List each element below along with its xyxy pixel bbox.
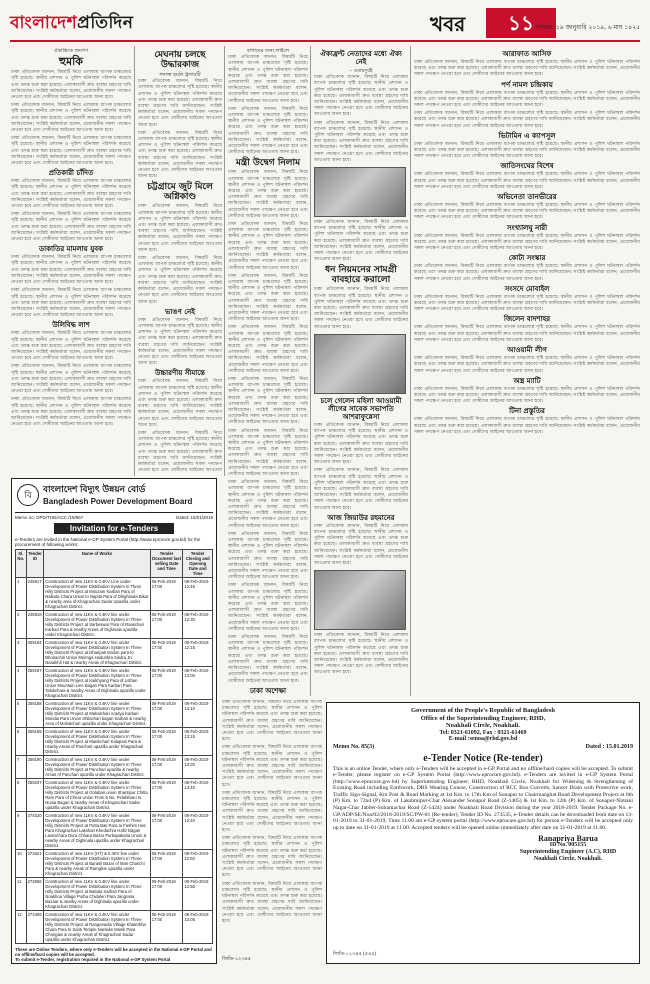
table-cell: 05-Feb-2019 17:00 bbox=[150, 779, 183, 812]
story-body: ঢাকা প্রতিবেদক জানান, বিষয়টি নিয়ে এলাকায় ব্যাপক চাঞ্চল্যের সৃষ্টি হয়েছে। স্থানীয় প্রশাসন ও পুলিশ ঘটনাস্থল পরিদর্শন করেছে এবং তদন্ত শুরু করা হয়েছে। এলাকাবাসী দ্রুত ব্যবস্থা গ্রহণের দাবি জানিয়েছেন। সংশ্লিষ্ট কর্মকর্তারা বলেন, প্রয়োজনীয় সকল পদক্ষেপ নেওয়া হবে এবং দোষীদের আইনের আওতায় আনা হবে। bbox=[11, 136, 131, 167]
table-cell: Construction of new 11KV & 0.4KV line under Development of Power Distribution System In Three Hilly Districts Project at Mahalchari Aradya Karbari Mondia Para Union Shilachari bagan Karbari & nearby Area of Mahalchari upazilla under Khagrachari District. bbox=[44, 700, 150, 728]
memo-date: Dated: 15/01/2019 bbox=[175, 515, 213, 520]
table-cell: 06-Feb-2019 12:45 bbox=[183, 578, 213, 611]
table-row bbox=[16, 611, 213, 639]
table-cell: 259190 bbox=[26, 756, 44, 779]
story-headline: ঐক্যফ্রন্ট নেতাদের মধ্যে ঐক্য নেই bbox=[320, 50, 402, 66]
table-cell: 06-Feb-2019 13:40 bbox=[183, 779, 213, 812]
table-header-cell: Sl. No. bbox=[16, 550, 27, 578]
story-headline: কোটা সংস্কার bbox=[508, 254, 546, 263]
table-cell: 259184 bbox=[26, 639, 44, 667]
table-cell: 06-Feb-2019 13:15 bbox=[183, 728, 213, 756]
table-row bbox=[16, 812, 213, 850]
table-cell: 06-Feb-2019 13:00 bbox=[183, 667, 213, 700]
table-row bbox=[16, 728, 213, 756]
story-headline: জাতিসংঘের বিশেষ bbox=[500, 162, 554, 171]
story-headline: টিনা প্রস্তুতির bbox=[509, 407, 545, 416]
rhd-tender-ad bbox=[326, 702, 640, 964]
story-headline: চলে গেলেন মহিলা আওয়ামী লীগের সাবেক সভাপতি আশরাফুন্নেসা bbox=[320, 396, 402, 421]
story-headline: আজ জিয়াউর রহমানের bbox=[327, 513, 395, 522]
ad-office: Office of the Superintending Engineer, RHD, bbox=[420, 714, 546, 722]
story-body: ঢাকা প্রতিবেদক জানান, বিষয়টি নিয়ে এলাকায় ব্যাপক চাঞ্চল্যের সৃষ্টি হয়েছে। স্থানীয় প্রশাসন ও পুলিশ ঘটনাস্থল পরিদর্শন করেছে এবং তদন্ত শুরু করা হয়েছে। এলাকাবাসী দ্রুত ব্যবস্থা গ্রহণের দাবি জানিয়েছেন। সংশ্লিষ্ট কর্মকর্তারা বলেন, প্রয়োজনীয় সকল পদক্ষেপ নেওয়া হবে এবং দোষীদের আইনের আওতায় আনা হবে। bbox=[314, 120, 408, 163]
table-cell: 9 bbox=[16, 812, 27, 850]
story-body: ঢাকা প্রতিবেদক জানান, বিষয়টি নিয়ে এলাকায় ব্যাপক চাঞ্চল্যের সৃষ্টি হয়েছে। স্থানীয় প্রশাসন ও পুলিশ ঘটনাস্থল পরিদর্শন করেছে এবং তদন্ত শুরু করা হয়েছে। এলাকাবাসী দ্রুত ব্যবস্থা গ্রহণের দাবি জানিয়েছেন। সংশ্লিষ্ট কর্মকর্তারা বলেন, প্রয়োজনীয় সকল পদক্ষেপ নেওয়া হবে এবং দোষীদের আইনের আওতায় আনা হবে। bbox=[314, 220, 408, 263]
story-body: ঢাকা প্রতিবেদক জানান, বিষয়টি নিয়ে এলাকায় ব্যাপক চাঞ্চল্যের সৃষ্টি হয়েছে। স্থানীয় প্রশাসন ও পুলিশ ঘটনাস্থল পরিদর্শন করেছে এবং তদন্ত শুরু করা হয়েছে। এলাকাবাসী দ্রুত ব্যবস্থা গ্রহণের দাবি জানিয়েছেন। সংশ্লিষ্ট কর্মকর্তারা বলেন, প্রয়োজনীয় সকল পদক্ষেপ নেওয়া হবে এবং দোষীদের আইনের আওতায় আনা হবে। bbox=[138, 204, 222, 253]
ad-notes bbox=[15, 947, 213, 964]
memo-number: Memo No. 85(3) bbox=[333, 743, 375, 750]
story-headline: ধন নিয়মনের সামগ্রী বাবহারে করালো bbox=[325, 265, 397, 286]
table-cell: 259187 bbox=[26, 667, 44, 700]
ad-circle: Noakhali Circle, Noakhali. bbox=[446, 722, 520, 729]
story-body: ঢাকা প্রতিবেদক জানান, বিষয়টি নিয়ে এলাকায় ব্যাপক চাঞ্চল্যের সৃষ্টি হয়েছে। স্থানীয় প্রশাসন ও পুলিশ ঘটনাস্থল পরিদর্শন করেছে এবং তদন্ত শুরু করা হয়েছে। এলাকাবাসী দ্রুত ব্যবস্থা গ্রহণের দাবি জানিয়েছেন। সংশ্লিষ্ট কর্মকর্তারা বলেন, প্রয়োজনীয় সকল পদক্ষেপ নেওয়া হবে এবং দোষীদের আইনের আওতায় আনা হবে। bbox=[11, 179, 131, 210]
news-photo bbox=[314, 570, 406, 630]
news-photo bbox=[314, 334, 406, 394]
table-cell: 05-Feb-2019 17:00 bbox=[150, 756, 183, 779]
story-body: ঢাকা প্রতিবেদক জানান, বিষয়টি নিয়ে এলাকায় ব্যাপক চাঞ্চল্যের সৃষ্টি হয়েছে। স্থানীয় প্রশাসন ও পুলিশ ঘটনাস্থল পরিদর্শন করেছে এবং তদন্ত শুরু করা হয়েছে। এলাকাবাসী দ্রুত ব্যবস্থা গ্রহণের দাবি জানিয়েছেন। সংশ্লিষ্ট কর্মকর্তারা বলেন, প্রয়োজনীয় সকল পদক্ষেপ নেওয়া হবে এবং দোষীদের আইনের আওতায় আনা হবে। bbox=[222, 745, 322, 788]
story-body: ঢাকা প্রতিবেদক জানান, বিষয়টি নিয়ে এলাকায় ব্যাপক চাঞ্চল্যের সৃষ্টি হয়েছে। স্থানীয় প্রশাসন ও পুলিশ ঘটনাস্থল পরিদর্শন করেছে এবং তদন্ত শুরু করা হয়েছে। এলাকাবাসী দ্রুত ব্যবস্থা গ্রহণের দাবি জানিয়েছেন। সংশ্লিষ্ট কর্মকর্তারা বলেন, প্রয়োজনীয় সকল পদক্ষেপ নেওয়া হবে এবং দোষীদের আইনের আওতায় আনা হবে। bbox=[138, 79, 222, 128]
table-cell: 06-Feb-2019 12:50 bbox=[183, 850, 213, 878]
story-body: ঢাকা প্রতিবেদক জানান, বিষয়টি নিয়ে এলাকায় ব্যাপক চাঞ্চল্যের সৃষ্টি হয়েছে। স্থানীয় প্রশাসন ও পুলিশ ঘটনাস্থল পরিদর্শন করেছে এবং তদন্ত শুরু করা হয়েছে। এলাকাবাসী দ্রুত ব্যবস্থা গ্রহণের দাবি জানিয়েছেন। সংশ্লিষ্ট কর্মকর্তারা বলেন, প্রয়োজনীয় সকল পদক্ষেপ নেওয়া হবে এবং দোষীদের আইনের আওতায় bbox=[138, 430, 222, 474]
table-cell: 273606 bbox=[26, 878, 44, 911]
story-headline: হুমকি bbox=[59, 55, 83, 69]
story-column-5 bbox=[414, 48, 640, 696]
table-cell: 11 bbox=[16, 878, 27, 911]
story-headline: অভিনেতা তানভীরের bbox=[497, 193, 557, 202]
story-body: ঢাকা প্রতিবেদক জানান, বিষয়টি নিয়ে এলাকায় ব্যাপক চাঞ্চল্যের সৃষ্টি হয়েছে। স্থানীয় প্রশাসন ও পুলিশ ঘটনাস্থল পরিদর্শন করেছে এবং তদন্ত শুরু করা হয়েছে। এলাকাবাসী দ্রুত ব্যবস্থা গ্রহণের দাবি জানিয়েছেন। সংশ্লিষ্ট কর্মকর্তারা বলেন, প্রয়োজনীয় সকল পদক্ষেপ নেওয়া হবে এবং দোষীদের আইনের আওতায় আনা হবে। bbox=[314, 523, 408, 566]
table-cell: 06-Feb-2019 12:30 bbox=[183, 611, 213, 639]
story-column-4 bbox=[314, 48, 408, 696]
bpdb-name-english: Bangladesh Power Development Board bbox=[43, 497, 193, 506]
table-cell: Construction of new 11KV & 0.4KV line under Development of Power Distribution System In Three Hilly Districts Project at Dhanpati Moilon para to Bhoirachiri Union Moringa Haduribra Sikdra Jn. Naraikhil Hat & nearby Areas of Khagrachari District. bbox=[44, 639, 150, 667]
brand-accent: প্রতিদিন bbox=[77, 13, 134, 33]
table-header-cell: Tender Closing and Opening Date and Time bbox=[183, 550, 213, 578]
table-row bbox=[16, 639, 213, 667]
table-cell: 05-Feb-2019 17:00 bbox=[150, 667, 183, 700]
story-body: ঢাকা প্রতিবেদক জানান, বিষয়টি নিয়ে এলাকায় ব্যাপক চাঞ্চল্যের সৃষ্টি হয়েছে। স্থানীয় প্রশাসন ও পুলিশ ঘটনাস্থল পরিদর্শন করেছে এবং তদন্ত শুরু করা হয়েছে। এলাকাবাসী দ্রুত ব্যবস্থা গ্রহণের দাবি জানিয়েছেন। সংশ্লিষ্ট কর্মকর্তারা বলেন, প্রয়োজনীয় সকল পদক্ষেপ নেওয়া হবে এবং দোষীদের আইনের আওতায় আনা হবে। bbox=[228, 376, 308, 426]
signer-title: Superintending Engineer (A.C), RHD bbox=[519, 849, 617, 856]
story-body: ঢাকা প্রতিবেদক জানান, বিষয়টি নিয়ে এলাকায় ব্যাপক চাঞ্চল্যের সৃষ্টি হয়েছে। স্থানীয় প্রশাসন ও পুলিশ ঘটনাস্থল পরিদর্শন করেছে এবং তদন্ত শুরু করা হয়েছে। এলাকাবাসী দ্রুত ব্যবস্থা গ্রহণের দাবি জানিয়েছেন। সংশ্লিষ্ট কর্মকর্তারা বলেন, প্রয়োজনীয় সকল পদক্ষেপ নেওয়া হবে এবং দোষীদের আইনের আওতায় আনা হবে। bbox=[228, 583, 308, 632]
table-cell: Construction of new 11KV & 0.4KV line under Development of Power Distribution System In Three Hilly Districts Project at Manikchari Kalapani Para & nearby Areas of Panchari upazilla under Khagrachari District. bbox=[44, 728, 150, 756]
table-cell: 06-Feb-2019 12:40 bbox=[183, 812, 213, 850]
table-cell: 05-Feb-2019 17:00 bbox=[150, 850, 183, 878]
story-headline: মেঘনায় চলছে উদ্ধারকাজ bbox=[154, 50, 206, 70]
table-cell: 259207 bbox=[26, 779, 44, 812]
ad-body: This is an online Tender, where only e-Tenders will be accepted in e-GP Portal and no offline/hard copies will be accepted. To submit e-Tender, please register on e-GP System Portal (http://www.eprocure.gov.bd). e-Tenders are invited in e-GP System Portal (http://www.eprocure.gov.bd) by Superintending Engineer, RHD, Noakhali Circle, Noakhali for Widening & Strengthening of Existing Road including Earthwork, DBS Wearing Course, Construction of RCC Box Culverts, Sancer Drain with Protective work, Traffic Sign-Signal, Km Post & Road Marking at 1st Km. to 17th Km of Sonapur to Chairmanghat Road Development Project at 6th (P) Km. to 72nd (P) Km. of Lakshmipur-Char Alexander Sonapur Road (Z-1405) & 1st Km. to 12th (P) Km. of Sonapur-Nimani Nagar-Char Jabber-Subarnachar Road (Z-1424) under Noakhali Road Division during the year 2018-2019. Tender Package No. e-GP/ADP/SE/Noa/02/2018-2019/SC/PW-01 (Re-tender), Tender ID No. 273535, e-Tender details can be downloaded from date on 13-01-2019 to 31-01-2019, Time 11.00 am e-GP system portal (http://www.eprocure.gov.bd) for person e-Tenders will be accepted only up to date on 31-01-2019 at 11.00. Accepted tenders will be opened online immediately after date on 31-01-2019 at 11.00. bbox=[333, 765, 633, 831]
story-body: ঢাকা প্রতিবেদক জানান, বিষয়টি নিয়ে এলাকায় ব্যাপক চাঞ্চল্যের সৃষ্টি হয়েছে। স্থানীয় প্রশাসন ও পুলিশ ঘটনাস্থল পরিদর্শন করেছে এবং তদন্ত শুরু করা হয়েছে। এলাকাবাসী দ্রুত ব্যবস্থা গ্রহণের দাবি জানিয়েছেন। সংশ্লিষ্ট কর্মকর্তারা বলেন, প্রয়োজনীয় সকল পদক্ষেপ নেওয়া হবে এবং দোষীদের আইনের আওতায় আনা হবে। bbox=[414, 90, 640, 109]
table-cell: 06-Feb-2019 12:15 bbox=[183, 639, 213, 667]
story-headline: পর্ণ নামল চন্দ্রিকায় bbox=[501, 80, 553, 89]
masthead bbox=[10, 8, 640, 42]
table-cell: Construction of new 11KV & 0.4KV line under Development of Power Distribution System In Three Hilly Districts Project at Battala Karbari Para of Noakhoa Village Purba Chiduleri Para Jangrana Bazaar & nearby Areas of Dighinala upazilla under Khagrachari District. bbox=[44, 878, 150, 911]
tender-table bbox=[15, 549, 213, 944]
table-cell: 10 bbox=[16, 850, 27, 878]
table-cell: 05-Feb-2019 17:00 bbox=[150, 639, 183, 667]
story-headline: সংসদে মোবাইল bbox=[504, 284, 550, 293]
story-body: ঢাকা প্রতিবেদক জানান, বিষয়টি নিয়ে এলাকায় ব্যাপক চাঞ্চল্যের সৃষ্টি হয়েছে। স্থানীয় প্রশাসন ও পুলিশ ঘটনাস্থল পরিদর্শন করেছে এবং তদন্ত শুরু করা হয়েছে। এলাকাবাসী দ্রুত ব্যবস্থা গ্রহণের দাবি জানিয়েছেন। সংশ্লিষ্ট কর্মকর্তারা বলেন, প্রয়োজনীয় সকল পদক্ষেপ নেওয়া হবে এবং দোষীদের আইনের আওতায় আনা হবে। bbox=[11, 212, 131, 243]
story-body: ঢাকা প্রতিবেদক জানান, বিষয়টি নিয়ে এলাকায় ব্যাপক চাঞ্চল্যের সৃষ্টি হয়েছে। স্থানীয় প্রশাসন ও পুলিশ ঘটনাস্থল পরিদর্শন করেছে এবং তদন্ত শুরু করা হয়েছে। এলাকাবাসী দ্রুত ব্যবস্থা গ্রহণের দাবি জানিয়েছেন। সংশ্লিষ্ট কর্মকর্তারা বলেন, প্রয়োজনীয় সকল পদক্ষেপ নেওয়া হবে এবং দোষীদের আইনের আওতায় আনা হবে। bbox=[414, 233, 640, 252]
table-row bbox=[16, 578, 213, 611]
column-rule bbox=[410, 46, 411, 696]
memo-number: Memo no: DPD/THD/ACC /18/967 bbox=[15, 515, 84, 520]
story-kicker: বাগানের জন্য লাইলে bbox=[246, 48, 290, 54]
table-cell: 2 bbox=[16, 611, 27, 639]
story-headline: চট্টগ্রামে জুট মিলে অগ্নিকাণ্ড bbox=[147, 182, 213, 203]
memo-line bbox=[333, 744, 633, 750]
table-cell: 05-Feb-2019 17:00 bbox=[150, 700, 183, 728]
dateline: শনিবার, ১৯ জানুয়ারি ২০১৯, ৬ মাঘ ১৪২৫ bbox=[534, 24, 640, 31]
story-headline: জিলেন বাদশাহর bbox=[503, 315, 551, 324]
story-body: ঢাকা প্রতিবেদক জানান, বিষয়টি নিয়ে এলাকায় ব্যাপক চাঞ্চল্যের সৃষ্টি হয়েছে। স্থানীয় প্রশাসন ও পুলিশ ঘটনাস্থল পরিদর্শন করেছে এবং তদন্ত শুরু করা হয়েছে। এলাকাবাসী দ্রুত ব্যবস্থা গ্রহণের দাবি জানিয়েছেন। সংশ্লিষ্ট কর্মকর্তারা বলেন, প্রয়োজনীয় সকল পদক্ষেপ নেওয়া হবে এবং দোষীদের আইনের আওতায় আনা হবে। bbox=[414, 325, 640, 343]
table-cell: 274020 bbox=[26, 812, 44, 850]
story-body: ঢাকা প্রতিবেদক জানান, বিষয়টি নিয়ে এলাকায় ব্যাপক চাঞ্চল্যের সৃষ্টি হয়েছে। স্থানীয় প্রশাসন ও পুলিশ ঘটনাস্থল পরিদর্শন করেছে এবং তদন্ত শুরু করা হয়েছে। এলাকাবাসী দ্রুত ব্যবস্থা গ্রহণের দাবি জানিয়েছেন। সংশ্লিষ্ট কর্মকর্তারা বলেন, প্রয়োজনীয় সকল পদক্ষেপ নেওয়া হবে এবং দোষীদের আইনের আওতায় আনা হবে। bbox=[228, 480, 308, 529]
table-cell: 6 bbox=[16, 728, 27, 756]
story-headline: আরাফাত আসিফ bbox=[502, 50, 552, 58]
gd-number: জিডি-১২৩৪৫ (৫৪৫) bbox=[333, 952, 377, 957]
story-headline: ডাকাতির মামলায় যুবক bbox=[38, 245, 104, 254]
story-body: ঢাকা প্রতিবেদক জানান, বিষয়টি নিয়ে এলাকায় ব্যাপক চাঞ্চল্যের সৃষ্টি হয়েছে। স্থানীয় প্রশাসন ও পুলিশ ঘটনাস্থল পরিদর্শন করেছে এবং তদন্ত শুরু করা হয়েছে। এলাকাবাসী দ্রুত ব্যবস্থা গ্রহণের দাবি জানিয়েছেন। সংশ্লিষ্ট কর্মকর্তারা বলেন, প্রয়োজনীয় সকল পদক্ষেপ নেওয়া হবে এবং দোষীদের আইনের আওতায় আনা হবে। bbox=[11, 70, 131, 101]
table-cell: 05-Feb-2019 17:00 bbox=[150, 911, 183, 944]
table-cell: Construction of new 11KV & 0.4KV line under Development of Power Distribution System In Three Hilly Districts Project at Ranganadia Village Khaterkha Chara Para to Santi Temple Nanlaks Manik Para Chongaw & nearby Areas of Khagrachari Sadar upazilla under Khagrachari District. bbox=[44, 911, 150, 944]
story-body: ঢাকা প্রতিবেদক জানান, বিষয়টি নিয়ে এলাকায় ব্যাপক চাঞ্চল্যের সৃষ্টি হয়েছে। স্থানীয় প্রশাসন ও পুলিশ ঘটনাস্থল পরিদর্শন করেছে এবং তদন্ত শুরু করা হয়েছে। এলাকাবাসী দ্রুত ব্যবস্থা গ্রহণের দাবি জানিয়েছেন। সংশ্লিষ্ট কর্মকর্তারা বলেন, প্রয়োজনীয় সকল পদক্ষেপ নেওয়া হবে এবং দোষীদের আইনের আওতায় আনা হবে। bbox=[314, 422, 408, 466]
story-body: ঢাকা প্রতিবেদক জানান, বিষয়টি নিয়ে এলাকায় ব্যাপক চাঞ্চল্যের সৃষ্টি হয়েছে। স্থানীয় প্রশাসন ও পুলিশ ঘটনাস্থল পরিদর্শন করেছে এবং তদন্ত শুরু করা হয়েছে। এলাকাবাসী দ্রুত ব্যবস্থা গ্রহণের দাবি জানিয়েছেন। সংশ্লিষ্ট কর্মকর্তারা বলেন, প্রয়োজনীয় সকল পদক্ষেপ নেওয়া হবে এবং দোষীদের আইনের আওতায় আনা হবে। bbox=[414, 172, 640, 190]
story-body: ঢাকা প্রতিবেদক জানান, বিষয়টি নিয়ে এলাকায় ব্যাপক চাঞ্চল্যের সৃষ্টি হয়েছে। স্থানীয় প্রশাসন ও পুলিশ ঘটনাস্থল পরিদর্শন করেছে এবং তদন্ত শুরু করা হয়েছে। এলাকাবাসী দ্রুত ব্যবস্থা গ্রহণের দাবি জানিয়েছেন। সংশ্লিষ্ট কর্মকর্তারা বলেন, প্রয়োজনীয় সকল পদক্ষেপ নেওয়া হবে এবং দোষীদের আইনের আওতায় আনা হবে। bbox=[228, 325, 308, 374]
bpdb-logo: বি bbox=[17, 484, 39, 506]
story-body: ঢাকা প্রতিবেদক জানান, বিষয়টি নিয়ে এলাকায় ব্যাপক চাঞ্চল্যের সৃষ্টি হয়েছে। স্থানীয় প্রশাসন ও পুলিশ ঘটনাস্থল পরিদর্শন করেছে এবং তদন্ত শুরু করা হয়েছে। এলাকাবাসী দ্রুত ব্যবস্থা গ্রহণের দাবি জানিয়েছেন। সংশ্লিষ্ট কর্মকর্তারা বলেন, প্রয়োজনীয় সকল পদক্ষেপ নেওয়া হবে এবং দোষীদের আইনের আওতায় আনা হবে। bbox=[228, 273, 308, 323]
bpdb-name-bangla: বাংলাদেশ বিদ্যুৎ উন্নয়ন বোর্ড bbox=[43, 484, 146, 494]
story-subhead: শনাক্ত হয়নি ট্রলারটি bbox=[159, 72, 201, 78]
ad-note: These are Online Tenders, where only e-Tenders will be accepted in the National e-GP Portal and no offline/hard copies will be accepted. bbox=[15, 947, 212, 958]
table-cell: 05-Feb-2019 17:00 bbox=[150, 878, 183, 911]
memo-line bbox=[15, 512, 213, 520]
story-body: ঢাকা প্রতিবেদক জানান, বিষয়টি নিয়ে এলাকায় ব্যাপক চাঞ্চল্যের সৃষ্টি হয়েছে। স্থানীয় প্রশাসন ও পুলিশ ঘটনাস্থল পরিদর্শন করেছে এবং তদন্ত শুরু করা হয়েছে। এলাকাবাসী দ্রুত ব্যবস্থা গ্রহণের দাবি জানিয়েছেন। সংশ্লিষ্ট কর্মকর্তারা বলেন, প্রয়োজনীয় সকল পদক্ষেপ নেওয়া হবে এবং দোষীদের আইনের আওতায় আনা হবে। bbox=[314, 287, 408, 330]
table-cell: 273621 bbox=[26, 850, 44, 878]
table-cell: 5 bbox=[16, 700, 27, 728]
table-header-cell: Name of Works bbox=[44, 550, 150, 578]
signer-id: ID No. 005155 bbox=[549, 842, 587, 849]
story-kicker: ঐকান্তিকে জনগণ bbox=[53, 48, 89, 54]
story-body: ঢাকা প্রতিবেদক জানান, বিষয়টি নিয়ে এলাকায় ব্যাপক চাঞ্চল্যের সৃষ্টি হয়েছে। স্থানীয় প্রশাসন ও পুলিশ ঘটনাস্থল পরিদর্শন করেছে এবং তদন্ত শুরু করা হয়েছে। এলাকাবাসী দ্রুত ব্যবস্থা গ্রহণের দাবি জানিয়েছেন। সংশ্লিষ্ট কর্মকর্তারা বলেন, প্রয়োজনীয় সকল পদক্ষেপ নেওয়া হবে এবং দোষীদের আইনের আওতায় আনা হবে। bbox=[222, 790, 322, 834]
story-headline: অস্ত্র ম্যাটি bbox=[513, 376, 541, 385]
table-row bbox=[16, 779, 213, 812]
story-column-2 bbox=[138, 48, 222, 474]
column-rule bbox=[224, 46, 225, 476]
story-body: ঢাকা প্রতিবেদক জানান, বিষয়টি নিয়ে এলাকায় ব্যাপক চাঞ্চল্যের সৃষ্টি হয়েছে। স্থানীয় প্রশাসন ও পুলিশ ঘটনাস্থল পরিদর্শন করেছে এবং তদন্ত শুরু করা হয়েছে। এলাকাবাসী দ্রুত ব্যবস্থা গ্রহণের দাবি জানিয়েছেন। সংশ্লিষ্ট কর্মকর্তারা বলেন, প্রয়োজনীয় সকল পদক্ষেপ নেওয়া হবে এবং দোষীদের আইনের আওতায় আনা হবে। bbox=[314, 633, 408, 676]
story-headline: উলিবিদ্ধ লাশ bbox=[52, 321, 90, 330]
memo-date: Dated : 15.01.2019 bbox=[585, 743, 633, 750]
table-cell: 12 bbox=[16, 911, 27, 944]
table-cell: 259188 bbox=[26, 700, 44, 728]
table-cell: Construction of new 11KV & 0.4KV Line under Development of Power Distribution System in Three Hilly Districts Project at Mouzam Karbari Para of Nalkata Chara Union to Napita Para of Dhighinala Bikar & nearby area of Khagrachari Sadar Upazilla under Khagrachari District. bbox=[45, 579, 149, 609]
story-body: ঢাকা প্রতিবেদক জানান, বিষয়টি নিয়ে এলাকায় ব্যাপক চাঞ্চল্যের সৃষ্টি হয়েছে। স্থানীয় প্রশাসন ও পুলিশ ঘটনাস্থল পরিদর্শন করেছে এবং তদন্ত শুরু করা হয়েছে। এলাকাবাসী দ্রুত ব্যবস্থা গ্রহণের দাবি জানিয়েছেন। সংশ্লিষ্ট কর্মকর্তারা বলেন, প্রয়োজনীয় সকল পদক্ষেপ নেওয়া হবে এবং দোষীদের আইনের আওতায় আনা হবে। bbox=[11, 288, 131, 319]
page-number: ১১ bbox=[486, 8, 556, 38]
table-row bbox=[16, 700, 213, 728]
table-cell: 3 bbox=[16, 639, 27, 667]
story-body: ঢাকা প্রতিবেদক জানান, বিষয়টি নিয়ে এলাকায় ব্যাপক চাঞ্চল্যের সৃষ্টি হয়েছে। স্থানীয় প্রশাসন ও পুলিশ ঘটনাস্থল পরিদর্শন করেছে এবং তদন্ত শুরু করা হয়েছে। এলাকাবাসী দ্রুত ব্যবস্থা গ্রহণের দাবি জানিয়েছেন। সংশ্লিষ্ট কর্মকর্তারা বলেন, প্রয়োজনীয় সকল পদক্ষেপ নেওয়া হবে এবং দোষীদের আইনের আওতায় আনা হবে। bbox=[228, 531, 308, 581]
story-body: ঢাকা প্রতিবেদক জানান, বিষয়টি নিয়ে এলাকায় ব্যাপক চাঞ্চল্যের সৃষ্টি হয়েছে। স্থানীয় প্রশাসন ও পুলিশ ঘটনাস্থল পরিদর্শন করেছে এবং তদন্ত শুরু করা হয়েছে। এলাকাবাসী দ্রুত ব্যবস্থা গ্রহণের দাবি জানিয়েছেন। সংশ্লিষ্ট কর্মকর্তারা বলেন, প্রয়োজনীয় সকল পদক্ষেপ নেওয়া হবে এবং দোষীদের আইনের আওতায় আনা হবে। bbox=[11, 331, 131, 362]
table-cell: 273408 bbox=[26, 911, 44, 944]
story-body: ঢাকা প্রতিবেদক জানান, বিষয়টি নিয়ে এলাকায় ব্যাপক চাঞ্চল্যের সৃষ্টি হয়েছে। স্থানীয় প্রশাসন ও পুলিশ ঘটনাস্থল পরিদর্শন করেছে এবং তদন্ত শুরু করা হয়েছে। এলাকাবাসী দ্রুত ব্যবস্থা গ্রহণের দাবি জানিয়েছেন। সংশ্লিষ্ট কর্মকর্তারা বলেন, প্রয়োজনীয় সকল পদক্ষেপ নেওয়া হবে এবং দোষীদের আইনের আওতায় আনা হবে। bbox=[138, 317, 222, 367]
story-body: ঢাকা প্রতিবেদক জানান, বিষয়টি নিয়ে এলাকায় ব্যাপক চাঞ্চল্যের সৃষ্টি হয়েছে। স্থানীয় প্রশাসন ও পুলিশ ঘটনাস্থল পরিদর্শন করেছে এবং তদন্ত শুরু করা হয়েছে। এলাকাবাসী দ্রুত ব্যবস্থা গ্রহণের দাবি জানিয়েছেন। সংশ্লিষ্ট কর্মকর্তারা বলেন, প্রয়োজনীয় সকল পদক্ষেপ নেওয়া হবে এবং দোষীদের আইনের আওতায় আনা হবে। bbox=[138, 130, 222, 180]
story-headline: মন্ত্রী উদ্বেগ নিলাম bbox=[235, 158, 301, 169]
table-cell: 06-Feb-2019 12:55 bbox=[183, 878, 213, 911]
story-body: ঢাকা প্রতিবেদক জানান, বিষয়টি নিয়ে এলাকায় ব্যাপক চাঞ্চল্যের সৃষ্টি হয়েছে। স্থানীয় প্রশাসন ও পুলিশ ঘটনাস্থল পরিদর্শন করেছে এবং তদন্ত শুরু করা হয়েছে। এলাকাবাসী দ্রুত ব্যবস্থা গ্রহণের দাবি জানিয়েছেন। সংশ্লিষ্ট কর্মকর্তারা বলেন, প্রয়োজনীয় সকল পদক্ষেপ নেওয়া হবে এবং দোষীদের আইনের আওতায় আনা হবে। bbox=[222, 700, 322, 743]
table-cell: Construction of new 11KV & 0.4KV line under Development of Power Distribution System In Three Hilly Districts Project at Kaikhyang Para of Lothan Union Mountain Line Bagan Para Karbari Para Talukchara & nearby Areas of Dighinala upazilla under Khagrachari District. bbox=[44, 667, 150, 700]
ad-title: Invitation for e-Tenders bbox=[54, 523, 174, 534]
story-column-lower bbox=[222, 700, 322, 954]
story-headline: ঢাকা অশেক্ষা bbox=[249, 686, 287, 694]
story-headline: প্রতিকারী চাঁদিত bbox=[48, 169, 94, 178]
table-cell: 245818 bbox=[26, 611, 44, 639]
table-row bbox=[16, 667, 213, 700]
story-headline: সংখ্যালঘু নারী bbox=[506, 223, 548, 232]
table-cell: 05-Feb-2019 17:00 bbox=[150, 578, 183, 611]
story-body: ঢাকা প্রতিবেদক জানান, বিষয়টি নিয়ে এলাকায় ব্যাপক চাঞ্চল্যের সৃষ্টি হয়েছে। স্থানীয় প্রশাসন ও পুলিশ ঘটনাস্থল পরিদর্শন করেছে এবং তদন্ত শুরু করা হয়েছে। এলাকাবাসী দ্রুত ব্যবস্থা গ্রহণের দাবি জানিয়েছেন। সংশ্লিষ্ট কর্মকর্তারা বলেন, প্রয়োজনীয় সকল পদক্ষেপ নেওয়া হবে এবং দোষীদের আইনের আওতায় আনা হবে। bbox=[228, 55, 308, 104]
table-cell: Construction of new 11KV & 0.4KV line under Development of Power Distribution System In Three Hilly Districts Project at Panchari upazilla & nearby Areas of Panchari upazilla under Khagrachari District. bbox=[44, 756, 150, 779]
table-cell: Construction of new 11KV & 0.4KV line under Development of Power Distribution System In Three Hilly Districts Project at Putta Bati Para to Fashim Hati Para Khagrachari Lakshari Khedachra Hafiz Bagan Laxmichara Dura Chhara Bazar Purbapakaria Union & nearby Areas of Dighinala upazilla under Khagrachari District. bbox=[44, 812, 150, 850]
story-body: ঢাকা প্রতিবেদক জানান, বিষয়টি নিয়ে এলাকায় ব্যাপক চাঞ্চল্যের সৃষ্টি হয়েছে। স্থানীয় প্রশাসন ও পুলিশ ঘটনাস্থল পরিদর্শন করেছে এবং তদন্ত শুরু করা হয়েছে। এলাকাবাসী দ্রুত ব্যবস্থা গ্রহণের দাবি জানিয়েছেন। সংশ্লিষ্ট কর্মকর্তারা বলেন, প্রয়োজনীয় সকল পদক্ষেপ নেওয়া হবে এবং দোষীদের আইনের আওতায় আনা হবে। bbox=[414, 141, 640, 160]
table-cell: 7 bbox=[16, 756, 27, 779]
ad-intro: e-Tenders are invited in the National e-GP System Portal (http://www.eprocure.gov.bd) for the procurement of following works: bbox=[15, 537, 201, 547]
story-body: ঢাকা প্রতিবেদক জানান, বিষয়টি নিয়ে এলাকায় ব্যাপক চাঞ্চল্যের সৃষ্টি হয়েছে। স্থানীয় প্রশাসন ও পুলিশ ঘটনাস্থল পরিদর্শন করেছে এবং তদন্ত শুরু করা হয়েছে। এলাকাবাসী দ্রুত ব্যবস্থা গ্রহণের দাবি জানিয়েছেন। সংশ্লিষ্ট কর্মকর্তারা বলেন, প্রয়োজনীয় সকল পদক্ষেপ নেওয়া হবে এবং দোষীদের আইনের আওতায় আনা হবে। bbox=[222, 836, 322, 879]
story-body: ঢাকা প্রতিবেদক জানান, বিষয়টি নিয়ে এলাকায় ব্যাপক চাঞ্চল্যের সৃষ্টি হয়েছে। স্থানীয় প্রশাসন ও পুলিশ ঘটনাস্থল পরিদর্শন করেছে এবং তদন্ত শুরু করা হয়েছে। এলাকাবাসী দ্রুত ব্যবস্থা গ্রহণের দাবি জানিয়েছেন। সংশ্লিষ্ট কর্মকর্তারা বলেন, প্রয়োজনীয় সকল পদক্ষেপ নেওয়া হবে এবং দোষীদের আইনের আওতায় আনা হবে। bbox=[222, 881, 322, 924]
story-headline: ভাঙণ নেই bbox=[165, 307, 195, 316]
table-cell: 05-Feb-2019 17:00 bbox=[150, 812, 183, 850]
story-body: ঢাকা প্রতিবেদক জানান, বিষয়টি নিয়ে এলাকায় ব্যাপক চাঞ্চল্যের সৃষ্টি হয়েছে। স্থানীয় প্রশাসন ও পুলিশ ঘটনাস্থল পরিদর্শন করেছে এবং তদন্ত শুরু করা হয়েছে। এলাকাবাসী দ্রুত ব্যবস্থা গ্রহণের দাবি জানিয়েছেন। সংশ্লিষ্ট কর্মকর্তারা বলেন, প্রয়োজনীয় সকল পদক্ষেপ নেওয়া হবে এবং দোষীদের আইনের আওতায় আনা হবে। bbox=[228, 635, 308, 684]
story-body: ঢাকা প্রতিবেদক জানান, বিষয়টি নিয়ে এলাকায় ব্যাপক চাঞ্চল্যের সৃষ্টি হয়েছে। স্থানীয় প্রশাসন ও পুলিশ ঘটনাস্থল পরিদর্শন করেছে এবং তদন্ত শুরু করা হয়েছে। এলাকাবাসী দ্রুত ব্যবস্থা গ্রহণের দাবি জানিয়েছেন। সংশ্লিষ্ট কর্মকর্তারা বলেন, প্রয়োজনীয় সকল পদক্ষেপ নেওয়া হবে এবং দোষীদের আইনের আওতায় আনা হবে। bbox=[11, 397, 131, 428]
story-body: ঢাকা প্রতিবেদক জানান, বিষয়টি নিয়ে এলাকায় ব্যাপক চাঞ্চল্যের সৃষ্টি হয়েছে। স্থানীয় প্রশাসন ও পুলিশ ঘটনাস্থল পরিদর্শন করেছে এবং তদন্ত শুরু করা হয়েছে। এলাকাবাসী দ্রুত ব্যবস্থা গ্রহণের দাবি জানিয়েছেন। সংশ্লিষ্ট কর্মকর্তারা বলেন, প্রয়োজনীয় সকল পদক্ষেপ নেওয়া হবে এবং দোষীদের আইনের আওতায় আনা হবে। bbox=[138, 379, 222, 428]
table-cell: 05-Feb-2019 17:00 bbox=[150, 611, 183, 639]
story-body: ঢাকা প্রতিবেদক জানান, বিষয়টি নিয়ে এলাকায় ব্যাপক চাঞ্চল্যের সৃষ্টি হয়েছে। স্থানীয় প্রশাসন ও পুলিশ ঘটনাস্থল পরিদর্শন করেছে এবং তদন্ত শুরু করা হয়েছে। এলাকাবাসী দ্রুত ব্যবস্থা গ্রহণের দাবি জানিয়েছেন। সংশ্লিষ্ট কর্মকর্তারা বলেন, প্রয়োজনীয় সকল পদক্ষেপ নেওয়া হবে এবং দোষীদের আইনের আওতায় আনা হবে। bbox=[314, 75, 408, 118]
story-body: ঢাকা প্রতিবেদক জানান, বিষয়টি নিয়ে এলাকায় ব্যাপক চাঞ্চল্যের সৃষ্টি হয়েছে। স্থানীয় প্রশাসন ও পুলিশ ঘটনাস্থল পরিদর্শন করেছে এবং তদন্ত শুরু করা হয়েছে। এলাকাবাসী দ্রুত ব্যবস্থা গ্রহণের দাবি জানিয়েছেন। সংশ্লিষ্ট কর্মকর্তারা বলেন, প্রয়োজনীয় সকল পদক্ষেপ নেওয়া হবে এবং দোষীদের আইনের আওতায় আনা হবে। bbox=[11, 364, 131, 395]
table-header-cell: Tender ID bbox=[26, 550, 44, 578]
ad-email: E-mail :senoa@rhd.gov.bd bbox=[448, 735, 518, 742]
table-row bbox=[16, 850, 213, 878]
story-body: ঢাকা প্রতিবেদক জানান, বিষয়টি নিয়ে এলাকায় ব্যাপক চাঞ্চল্যের সৃষ্টি হয়েছে। স্থানীয় প্রশাসন ও পুলিশ ঘটনাস্থল পরিদর্শন করেছে এবং তদন্ত শুরু করা হয়েছে। এলাকাবাসী দ্রুত ব্যবস্থা গ্রহণের দাবি জানিয়েছেন। সংশ্লিষ্ট কর্মকর্তারা বলেন, প্রয়োজনীয় সকল পদক্ষেপ নেওয়া হবে এবং দোষীদের আইনের আওতায় আনা হবে। bbox=[138, 256, 222, 305]
story-body: ঢাকা প্রতিবেদক জানান, বিষয়টি নিয়ে এলাকায় ব্যাপক চাঞ্চল্যের সৃষ্টি হয়েছে। স্থানীয় প্রশাসন ও পুলিশ ঘটনাস্থল পরিদর্শন করেছে এবং তদন্ত শুরু করা হয়েছে। এলাকাবাসী দ্রুত ব্যবস্থা গ্রহণের দাবি জানিয়েছেন। সংশ্লিষ্ট কর্মকর্তারা বলেন, প্রয়োজনীয় সকল পদক্ষেপ নেওয়া হবে এবং দোষীদের আইনের আওতায় আনা হবে। bbox=[414, 386, 640, 405]
section-title: খবর bbox=[430, 12, 466, 36]
ad-title: e-Tender Notice (Re-tender) bbox=[423, 752, 543, 764]
story-body: ঢাকা প্রতিবেদক জানান, বিষয়টি নিয়ে এলাকায় ব্যাপক চাঞ্চল্যের সৃষ্টি হয়েছে। স্থানীয় প্রশাসন ও পুলিশ ঘটনাস্থল পরিদর্শন করেছে এবং তদন্ত শুরু করা হয়েছে। এলাকাবাসী দ্রুত ব্যবস্থা গ্রহণের দাবি জানিয়েছেন। সংশ্লিষ্ট কর্মকর্তারা বলেন, প্রয়োজনীয় সকল পদক্ষেপ নেওয়া হবে এবং দোষীদের আইনের আওতায় আনা হবে। bbox=[228, 170, 308, 219]
story-body: ঢাকা প্রতিবেদক জানান, বিষয়টি নিয়ে এলাকায় ব্যাপক চাঞ্চল্যের সৃষ্টি হয়েছে। স্থানীয় প্রশাসন ও পুলিশ ঘটনাস্থল পরিদর্শন করেছে এবং তদন্ত শুরু করা হয়েছে। এলাকাবাসী দ্রুত ব্যবস্থা গ্রহণের দাবি জানিয়েছেন। সংশ্লিষ্ট কর্মকর্তারা বলেন, প্রয়োজনীয় সকল পদক্ষেপ নেওয়া হবে এবং দোষীদের আইনের আওতায় আনা হবে। bbox=[414, 264, 640, 282]
ad-telephone: Tel: 0321-61092, Fax : 0321-61469 bbox=[439, 729, 527, 736]
column-rule bbox=[134, 46, 135, 476]
bpdb-tender-ad bbox=[11, 478, 217, 964]
table-cell: 06-Feb-2019 13:05 bbox=[183, 911, 213, 944]
table-row bbox=[16, 878, 213, 911]
news-photo bbox=[314, 167, 406, 217]
story-headline: উচ্চারণীয় সীমান্তে bbox=[155, 369, 205, 378]
signer-name: Ranapriya Barua bbox=[538, 834, 598, 844]
story-kicker: – ওবায়দুর্বই bbox=[349, 68, 373, 74]
story-body: ঢাকা প্রতিবেদক জানান, বিষয়টি নিয়ে এলাকায় ব্যাপক চাঞ্চল্যের সৃষ্টি হয়েছে। স্থানীয় প্রশাসন ও পুলিশ ঘটনাস্থল পরিদর্শন করেছে এবং তদন্ত শুরু করা হয়েছে। এলাকাবাসী দ্রুত ব্যবস্থা গ্রহণের দাবি জানিয়েছেন। সংশ্লিষ্ট কর্মকর্তারা বলেন, প্রয়োজনীয় সকল পদক্ষেপ নেওয়া হবে এবং দোষীদের আইনের আওতায় আনা হবে। bbox=[414, 111, 640, 129]
brand-logo bbox=[10, 10, 133, 38]
story-body: ঢাকা প্রতিবেদক জানান, বিষয়টি নিয়ে এলাকায় ব্যাপক চাঞ্চল্যের সৃষ্টি হয়েছে। স্থানীয় প্রশাসন ও পুলিশ ঘটনাস্থল পরিদর্শন করেছে এবং তদন্ত শুরু করা হয়েছে। এলাকাবাসী দ্রুত ব্যবস্থা গ্রহণের দাবি জানিয়েছেন। সংশ্লিষ্ট কর্মকর্তারা বলেন, প্রয়োজনীয় সকল পদক্ষেপ নেওয়া হবে এবং দোষীদের আইনের আওতায় আনা হবে। bbox=[414, 294, 640, 313]
story-body: ঢাকা প্রতিবেদক জানান, বিষয়টি নিয়ে এলাকায় ব্যাপক চাঞ্চল্যের সৃষ্টি হয়েছে। স্থানীয় প্রশাসন ও পুলিশ ঘটনাস্থল পরিদর্শন করেছে এবং তদন্ত শুরু করা হয়েছে। এলাকাবাসী দ্রুত ব্যবস্থা গ্রহণের দাবি জানিয়েছেন। সংশ্লিষ্ট কর্মকর্তারা বলেন, প্রয়োজনীয় সকল পদক্ষেপ নেওয়া হবে এবং দোষীদের আইনের আওতায় আনা হবে। bbox=[314, 468, 408, 511]
signature-block bbox=[503, 835, 633, 863]
table-row bbox=[16, 756, 213, 779]
table-cell: Construction of new 11KV & 0.4KV line under Development of Power Distribution System In Three Hilly Districts Project at Sarbeswar Para of Roaschari Karbari Para & nearby Areas of Dighinala upazilla under Khagrachari District. bbox=[44, 611, 150, 639]
story-body: ঢাকা প্রতিবেদক জানান, বিষয়টি নিয়ে এলাকায় ব্যাপক চাঞ্চল্যের সৃষ্টি হয়েছে। স্থানীয় প্রশাসন ও পুলিশ ঘটনাস্থল পরিদর্শন করেছে এবং তদন্ত শুরু করা হয়েছে। এলাকাবাসী দ্রুত ব্যবস্থা গ্রহণের দাবি জানিয়েছেন। সংশ্লিষ্ট কর্মকর্তারা বলেন, প্রয়োজনীয় সকল পদক্ষেপ নেওয়া হবে এবং দোষীদের আইনের আওতায় আনা হবে। bbox=[11, 103, 131, 134]
table-cell: 259189 bbox=[26, 728, 44, 756]
ad-issuer: Government of the People's Republic of Bangladesh bbox=[410, 707, 556, 714]
ad-note: To submit e-Tender, registration required in the National e-GP System Portal bbox=[15, 957, 171, 963]
story-body: ঢাকা প্রতিবেদক জানান, বিষয়টি নিয়ে এলাকায় ব্যাপক চাঞ্চল্যের সৃষ্টি হয়েছে। স্থানীয় প্রশাসন ও পুলিশ ঘটনাস্থল পরিদর্শন করেছে এবং তদন্ত শুরু করা হয়েছে। এলাকাবাসী দ্রুত ব্যবস্থা গ্রহণের দাবি জানিয়েছেন। সংশ্লিষ্ট কর্মকর্তারা বলেন, প্রয়োজনীয় সকল পদক্ষেপ নেওয়া হবে এবং দোষীদের আইনের আওতায় আনা হবে। bbox=[11, 255, 131, 286]
story-headline: ভিটামিন এ ক্যাপসুল bbox=[498, 131, 556, 140]
table-row bbox=[16, 911, 213, 944]
table-cell: Construction of new 11KV & 0.4KV line under Development of Power Distribution System In Three Hilly Districts Project at Golabari union Shantipur Chitta Ram Para of Chera Union From 6 No. Pelahibaru to Nunia Bagan & nearby Areas of Khagrachari Sadar upazilla under Khagrachari District. bbox=[44, 779, 150, 812]
story-body: ঢাকা প্রতিবেদক জানান, বিষয়টি নিয়ে এলাকায় ব্যাপক চাঞ্চল্যের সৃষ্টি হয়েছে। স্থানীয় প্রশাসন ও পুলিশ ঘটনাস্থল পরিদর্শন করেছে এবং তদন্ত শুরু করা হয়েছে। এলাকাবাসী দ্রুত ব্যবস্থা গ্রহণের দাবি জানিয়েছেন। সংশ্লিষ্ট কর্মকর্তারা বলেন, প্রয়োজনীয় সকল পদক্ষেপ নেওয়া হবে এবং দোষীদের আইনের আওতায় আনা হবে। bbox=[414, 356, 640, 374]
brand-name: বাংলাদেশ bbox=[10, 13, 78, 33]
story-body: ঢাকা প্রতিবেদক জানান, বিষয়টি নিয়ে এলাকায় ব্যাপক চাঞ্চল্যের সৃষ্টি হয়েছে। স্থানীয় প্রশাসন ও পুলিশ ঘটনাস্থল পরিদর্শন করেছে এবং তদন্ত শুরু করা হয়েছে। এলাকাবাসী দ্রুত ব্যবস্থা গ্রহণের দাবি জানিয়েছেন। সংশ্লিষ্ট কর্মকর্তারা বলেন, প্রয়োজনীয় সকল পদক্ষেপ নেওয়া হবে এবং দোষীদের আইনের আওতায় আনা হবে। bbox=[414, 60, 640, 78]
signer-place: Noakhali Circle, Noakhali. bbox=[533, 856, 603, 863]
table-cell: 8 bbox=[16, 779, 27, 812]
story-column-1 bbox=[11, 48, 131, 474]
story-body: ঢাকা প্রতিবেদক জানান, বিষয়টি নিয়ে এলাকায় ব্যাপক চাঞ্চল্যের সৃষ্টি হয়েছে। স্থানীয় প্রশাসন ও পুলিশ ঘটনাস্থল পরিদর্শন করেছে এবং তদন্ত শুরু করা হয়েছে। এলাকাবাসী দ্রুত ব্যবস্থা গ্রহণের দাবি জানিয়েছেন। সংশ্লিষ্ট কর্মকর্তারা বলেন, প্রয়োজনীয় সকল পদক্ষেপ নেওয়া হবে এবং দোষীদের আইনের আওতায় আনা হবে। bbox=[414, 417, 640, 435]
gd-number: জিডি-১২৩৪৫ bbox=[222, 956, 252, 962]
table-cell: 4 bbox=[16, 667, 27, 700]
story-body: ঢাকা প্রতিবেদক জানান, বিষয়টি নিয়ে এলাকায় ব্যাপক চাঞ্চল্যের সৃষ্টি হয়েছে। স্থানীয় প্রশাসন ও পুলিশ ঘটনাস্থল পরিদর্শন করেছে এবং তদন্ত শুরু করা হয়েছে। এলাকাবাসী দ্রুত ব্যবস্থা গ্রহণের দাবি জানিয়েছেন। সংশ্লিষ্ট কর্মকর্তারা বলেন, প্রয়োজনীয় সকল পদক্ষেপ নেওয়া হবে এবং দোষীদের আইনের আওতায় আনা হবে। bbox=[228, 222, 308, 271]
table-cell: 1 bbox=[16, 578, 27, 611]
table-cell: 245817 bbox=[26, 578, 44, 611]
story-headline: আওয়ামী লীগ bbox=[507, 346, 547, 355]
story-column-3 bbox=[228, 48, 308, 694]
story-body: ঢাকা প্রতিবেদক জানান, বিষয়টি নিয়ে এলাকায় ব্যাপক চাঞ্চল্যের সৃষ্টি হয়েছে। স্থানীয় প্রশাসন ও পুলিশ ঘটনাস্থল পরিদর্শন করেছে এবং তদন্ত শুরু করা হয়েছে। এলাকাবাসী দ্রুত ব্যবস্থা গ্রহণের দাবি জানিয়েছেন। সংশ্লিষ্ট কর্মকর্তারা বলেন, প্রয়োজনীয় সকল পদক্ষেপ নেওয়া হবে এবং দোষীদের আইনের আওতায় আনা হবে। bbox=[414, 203, 640, 221]
story-body: ঢাকা প্রতিবেদক জানান, বিষয়টি নিয়ে এলাকায় ব্যাপক চাঞ্চল্যের সৃষ্টি হয়েছে। স্থানীয় প্রশাসন ও পুলিশ ঘটনাস্থল পরিদর্শন করেছে এবং তদন্ত শুরু করা হয়েছে। এলাকাবাসী দ্রুত ব্যবস্থা গ্রহণের দাবি জানিয়েছেন। সংশ্লিষ্ট কর্মকর্তারা বলেন, প্রয়োজনীয় সকল পদক্ষেপ নেওয়া হবে এবং দোষীদের আইনের আওতায় আনা হবে। bbox=[228, 428, 308, 477]
table-cell: 05-Feb-2019 17:00 bbox=[150, 728, 183, 756]
table-cell: 06-Feb-2019 13:10 bbox=[183, 700, 213, 728]
column-rule bbox=[310, 46, 311, 696]
table-header-cell: Tender Document last selling Date and Time bbox=[150, 550, 183, 578]
story-body: ঢাকা প্রতিবেদক জানান, বিষয়টি নিয়ে এলাকায় ব্যাপক চাঞ্চল্যের সৃষ্টি হয়েছে। স্থানীয় প্রশাসন ও পুলিশ ঘটনাস্থল পরিদর্শন করেছে এবং তদন্ত শুরু করা হয়েছে। এলাকাবাসী দ্রুত ব্যবস্থা গ্রহণের দাবি জানিয়েছেন। সংশ্লিষ্ট কর্মকর্তারা বলেন, প্রয়োজনীয় সকল পদক্ষেপ নেওয়া হবে এবং দোষীদের আইনের আওতায় আনা হবে। bbox=[228, 106, 308, 156]
table-cell: Construction of new 11KV (HT) & 0.4KV line under Development of Power Distribution System In Three Hilly Districts Project at Barasil Bazar of Mari Chanchi Para & nearby Areas of Ramghar upazilla under Khagrachari District. bbox=[44, 850, 150, 878]
table-cell: 06-Feb-2019 13:30 bbox=[183, 756, 213, 779]
